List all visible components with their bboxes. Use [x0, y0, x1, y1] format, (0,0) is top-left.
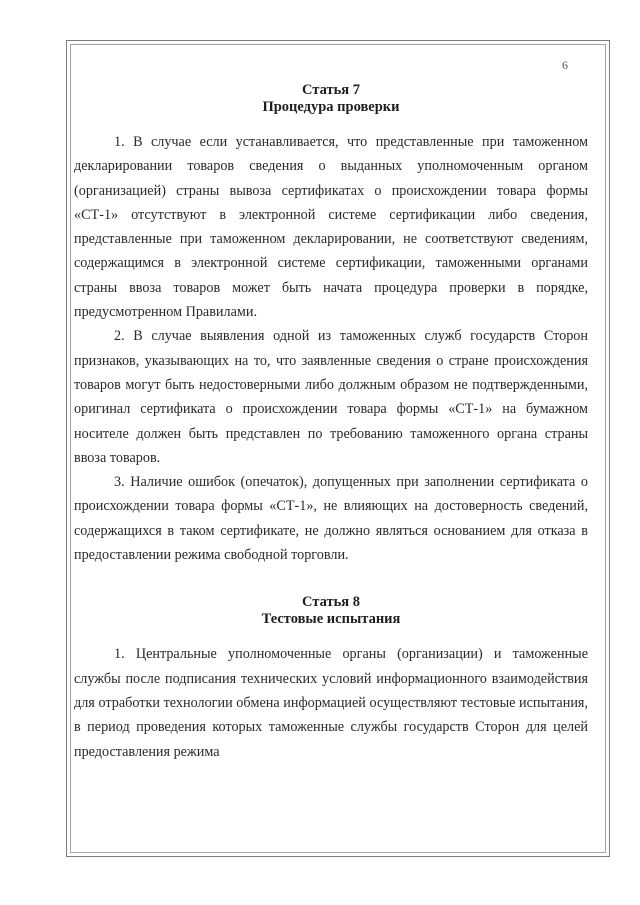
- article-8-paragraph-1: 1. Центральные уполномоченные органы (организации) и таможенные службы после подписания технических условий информационного взаимодействия для отработки технологии обмена информацией осуществляют тестовые испытания, в период проведения которых таможенные службы государств Сторон для целей предоставления режима: [74, 646, 588, 760]
- article-8-title: Тестовые испытания: [261, 611, 401, 628]
- article-8: [74, 594, 588, 763]
- article-7-paragraph-1: 1. В случае если устанавливается, что представленные при таможенном декларировании товаров сведения о выданных уполномоченным органом (организацией) страны вывоза сертификатах о происхождении товара формы «СТ-1» отсутствуют в электронной системе сертификации либо сведения, представленные при таможенном декларировании, не соответствуют сведениям, содержащимся в электронной системе сертификации, таможенными органами страны ввоза товаров может быть начата процедура проверки в порядке, предусмотренном Правилами.: [74, 134, 588, 321]
- article-7-paragraph-2: 2. В случае выявления одной из таможенных служб государств Сторон признаков, указывающих на то, что заявленные сведения о стране происхождения товаров могут быть недостоверными либо должным образом не подтвержденными, оригинал сертификата о происхождении товара формы «СТ-1» на бумажном носителе должен быть представлен по требованию таможенного органа страны ввоза товаров.: [74, 328, 588, 466]
- article-7-paragraph-3: 3. Наличие ошибок (опечаток), допущенных при заполнении сертификата о происхождении товара формы «СТ-1», не влияющих на достоверность сведений, содержащихся в таком сертификате, не должно являться основанием для отказа в предоставлении режима свободной торговли.: [74, 474, 588, 564]
- document-body: [74, 82, 588, 764]
- article-8-number: Статья 8: [302, 594, 360, 611]
- article-7-title: Процедура проверки: [262, 99, 400, 115]
- article-7-number: Статья 7: [302, 82, 360, 98]
- article-7: [74, 82, 588, 567]
- page-number: 6: [562, 58, 568, 72]
